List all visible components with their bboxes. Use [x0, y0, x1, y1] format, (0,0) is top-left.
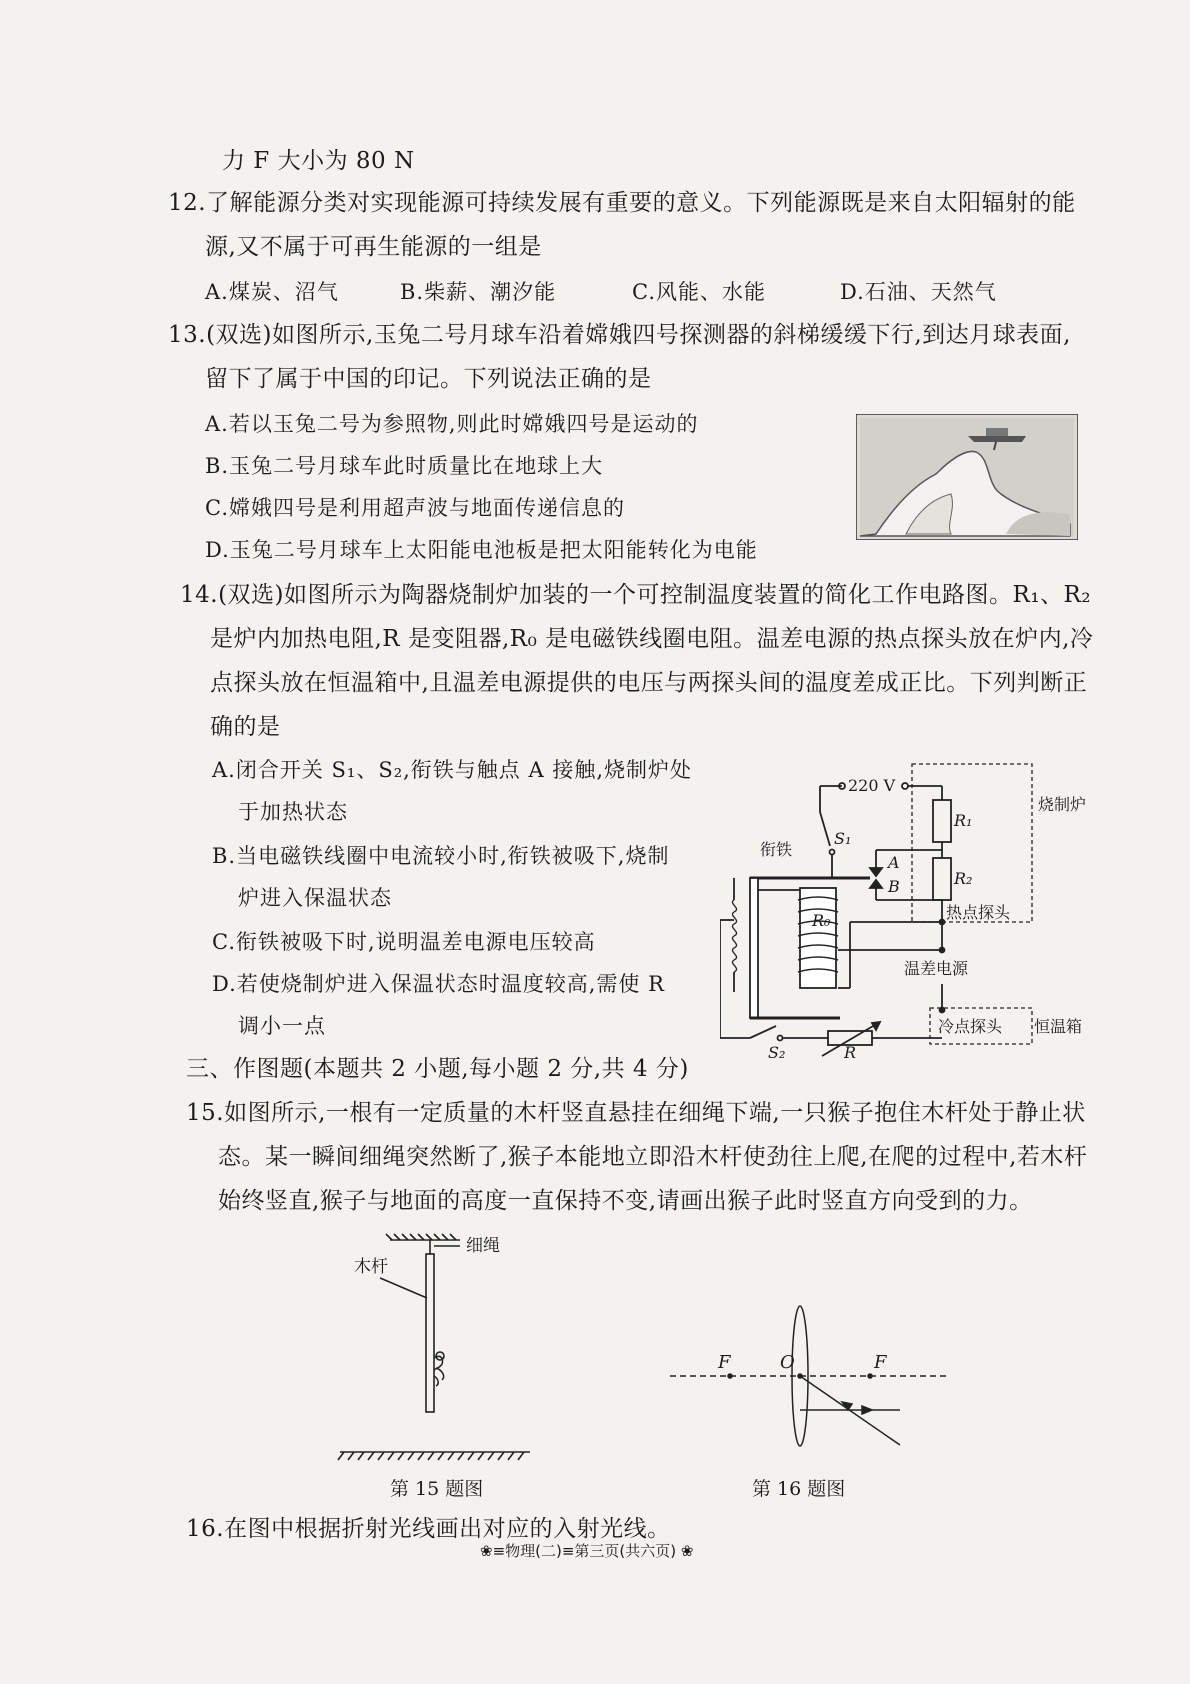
q14-option-b-line2: 炉进入保温状态	[238, 886, 392, 910]
q12-stem-line2: 源,又不属于可再生能源的一组是	[205, 234, 542, 260]
thermo-source-label: 温差电源	[904, 959, 969, 978]
q16-lens-figure	[660, 1300, 960, 1470]
focal-point-right: F	[874, 1352, 887, 1373]
q14-option-d-line1: D.若使烧制炉进入保温状态时温度较高,需使 R	[212, 972, 665, 996]
q12-option-b: B.柴薪、潮汐能	[400, 280, 557, 304]
circuit-diagram	[720, 760, 1100, 1060]
q13-option-d: D.玉兔二号月球车上太阳能电池板是把太阳能转化为电能	[205, 538, 758, 562]
q13-option-c: C.嫦娥四号是利用超声波与地面传递信息的	[205, 496, 625, 520]
cold-probe-label: 冷点探头	[938, 1017, 1003, 1036]
q15-stem-line1: 15.如图所示,一根有一定质量的木杆竖直悬挂在细绳下端,一只猴子抱住木杆处于静止状	[186, 1100, 1086, 1126]
voltage-label: 220 V	[848, 776, 896, 795]
q16-caption: 第 16 题图	[752, 1478, 846, 1500]
optical-center: O	[780, 1352, 795, 1373]
contact-b-label: B	[888, 877, 900, 896]
q14-option-a-line2: 于加热状态	[238, 800, 348, 824]
q14-option-b-line1: B.当电磁铁线圈中电流较小时,衔铁被吸下,烧制	[212, 844, 670, 868]
thermostat-box-label: 恒温箱	[1034, 1017, 1083, 1036]
r2-label: R₂	[954, 869, 973, 888]
q15-stem-line3: 始终竖直,猴子与地面的高度一直保持不变,请画出猴子此时竖直方向受到的力。	[218, 1188, 1033, 1214]
furnace-label: 烧制炉	[1038, 795, 1087, 814]
hot-probe-label: 热点探头	[946, 903, 1011, 922]
q14-stem-line2: 是炉内加热电阻,R 是变阻器,R₀ 是电磁铁线圈电阻。温差电源的热点探头放在炉内,冷	[210, 626, 1094, 652]
q16-stem: 16.在图中根据折射光线画出对应的入射光线。	[186, 1516, 671, 1542]
q15-caption: 第 15 题图	[390, 1478, 484, 1500]
r0-label: R₀	[812, 911, 831, 930]
q14-option-d-line2: 调小一点	[238, 1014, 326, 1038]
q15-figure	[330, 1230, 550, 1470]
q12-option-c: C.风能、水能	[632, 280, 766, 304]
contact-a-label: A	[888, 853, 900, 872]
rope-label: 细绳	[466, 1236, 500, 1256]
q13-stem-line1: 13.(双选)如图所示,玉兔二号月球车沿着嫦娥四号探测器的斜梯缓缓下行,到达月球表面,	[168, 322, 1071, 348]
armature-label: 衔铁	[760, 840, 793, 859]
s2-label: S₂	[768, 1043, 786, 1060]
pole-label: 木杆	[354, 1257, 388, 1277]
q12-stem-line1: 12.了解能源分类对实现能源可持续发展有重要的意义。下列能源既是来自太阳辐射的能	[168, 190, 1076, 216]
q14-stem-line1: 14.(双选)如图所示为陶器烧制炉加装的一个可控制温度装置的简化工作电路图。R₁、R₂	[180, 582, 1092, 608]
page-footer: ❀≡物理(二)≡第三页(共六页) ❀	[480, 1542, 694, 1560]
previous-question-tail: 力 F 大小为 80 N	[222, 148, 415, 174]
q13-option-a: A.若以玉兔二号为参照物,则此时嫦娥四号是运动的	[205, 412, 699, 436]
r1-label: R₁	[954, 811, 973, 830]
q13-option-b: B.玉兔二号月球车此时质量比在地球上大	[205, 454, 604, 478]
q14-option-c: C.衔铁被吸下时,说明温差电源电压较高	[212, 930, 596, 954]
q15-stem-line2: 态。某一瞬间细绳突然断了,猴子本能地立即沿木杆使劲往上爬,在爬的过程中,若木杆	[218, 1144, 1088, 1170]
q13-stem-line2: 留下了属于中国的印记。下列说法正确的是	[205, 366, 652, 392]
q14-stem-line4: 确的是	[210, 714, 281, 740]
moon-rover-photo	[856, 414, 1078, 540]
focal-point-left: F	[718, 1352, 731, 1373]
q12-option-a: A.煤炭、沼气	[205, 280, 339, 304]
q14-option-a-line1: A.闭合开关 S₁、S₂,衔铁与触点 A 接触,烧制炉处	[212, 758, 692, 782]
q14-stem-line3: 点探头放在恒温箱中,且温差电源提供的电压与两探头间的温度差成正比。下列判断正	[210, 670, 1088, 696]
section-3-heading: 三、作图题(本题共 2 小题,每小题 2 分,共 4 分)	[186, 1056, 689, 1082]
q12-option-d: D.石油、天然气	[840, 280, 997, 304]
r-label: R	[844, 1043, 857, 1060]
s1-label: S₁	[834, 829, 852, 848]
